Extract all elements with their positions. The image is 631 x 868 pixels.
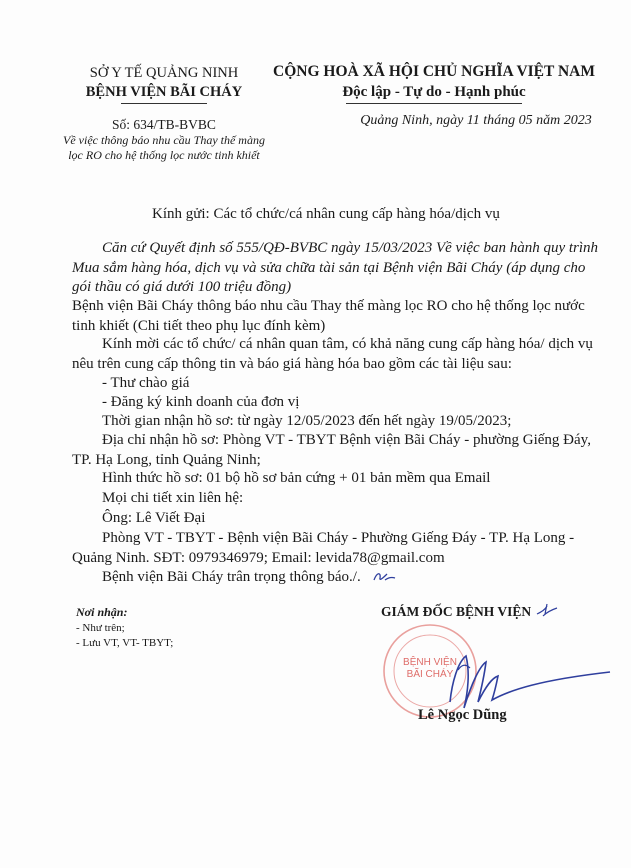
- submission-address: Địa chỉ nhận hồ sơ: Phòng VT - TBYT Bệnh viện Bãi Cháy - phường Giếng Đáy, TP. Hạ Long, tỉnh Quảng Ninh;: [72, 432, 591, 468]
- recipients-title: Nơi nhận:: [76, 605, 128, 619]
- salutation: Kính gửi: Các tổ chức/cá nhân cung cấp hàng hóa/dịch vụ: [152, 206, 500, 222]
- issuer-underline: [121, 103, 207, 104]
- submission-form: Hình thức hồ sơ: 01 bộ hồ sơ bản cứng + 01 bản mềm qua Email: [102, 470, 491, 486]
- initial-mark-icon: [535, 600, 559, 620]
- recipient-item: - Lưu VT, VT- TBYT;: [76, 637, 174, 649]
- hospital-name: BỆNH VIỆN BÃI CHÁY: [85, 84, 243, 100]
- list-item: - Đăng ký kinh doanh của đơn vị: [102, 394, 300, 410]
- document-number: Số: 634/TB-BVBC: [112, 117, 216, 132]
- document-summary: Về việc thông báo nhu cầu Thay thế màng lọc RO cho hệ thống lọc nước tinh khiết: [63, 133, 265, 162]
- contact-detail: Phòng VT - TBYT - Bệnh viện Bãi Cháy - Phường Giếng Đáy - TP. Hạ Long - Quảng Ninh. SĐT: 0979346979; Email: levida78@gmail.com: [72, 530, 575, 566]
- country-name: CỘNG HOÀ XÃ HỘI CHỦ NGHĨA VIỆT NAM: [273, 63, 595, 80]
- seal-line: BỆNH VIỆN: [403, 657, 457, 668]
- initial-mark-icon: [371, 568, 397, 584]
- issue-date: Quảng Ninh, ngày 11 tháng 05 năm 2023: [360, 113, 592, 128]
- contact-intro: Mọi chi tiết xin liên hệ:: [102, 490, 244, 506]
- signer-title: GIÁM ĐỐC BỆNH VIỆN: [381, 604, 532, 619]
- department-name: SỞ Y TẾ QUẢNG NINH: [89, 65, 239, 81]
- submission-time: Thời gian nhận hồ sơ: từ ngày 12/05/2023 đến hết ngày 19/05/2023;: [102, 413, 512, 429]
- seal-line: BÃI CHÁY: [406, 669, 454, 680]
- issuer-block: [64, 64, 264, 104]
- paragraph-invitation: Kính mời các tổ chức/ cá nhân quan tâm, có khả năng cung cấp hàng hóa/ dịch vụ nêu trên cung cấp thông tin và báo giá hàng hóa bao gồm các tài liệu sau:: [72, 336, 593, 372]
- closing-line: Bệnh viện Bãi Cháy trân trọng thông báo./.: [102, 569, 361, 585]
- national-motto-block: [266, 62, 602, 104]
- signer-name: Lê Ngọc Dũng: [418, 707, 507, 723]
- recipient-item: - Như trên;: [76, 622, 125, 634]
- contact-name: Ông: Lê Viết Đại: [102, 510, 206, 526]
- paragraph-notice: Bệnh viện Bãi Cháy thông báo nhu cầu Thay thế màng lọc RO cho hệ thống lọc nước tinh khiết (Chi tiết theo phụ lục đính kèm): [72, 298, 585, 334]
- legal-basis: Căn cứ Quyết định số 555/QĐ-BVBC ngày 15/03/2023 Về việc ban hành quy trình Mua sắm hàng hóa, dịch vụ và sửa chữa tài sản tại Bệnh viện Bãi Cháy (áp dụng cho gói thầu có giá dưới 100 triệu đồng): [72, 240, 599, 295]
- motto: Độc lập - Tự do - Hạnh phúc: [342, 84, 526, 100]
- motto-underline: [346, 103, 522, 104]
- list-item: - Thư chào giá: [102, 375, 190, 391]
